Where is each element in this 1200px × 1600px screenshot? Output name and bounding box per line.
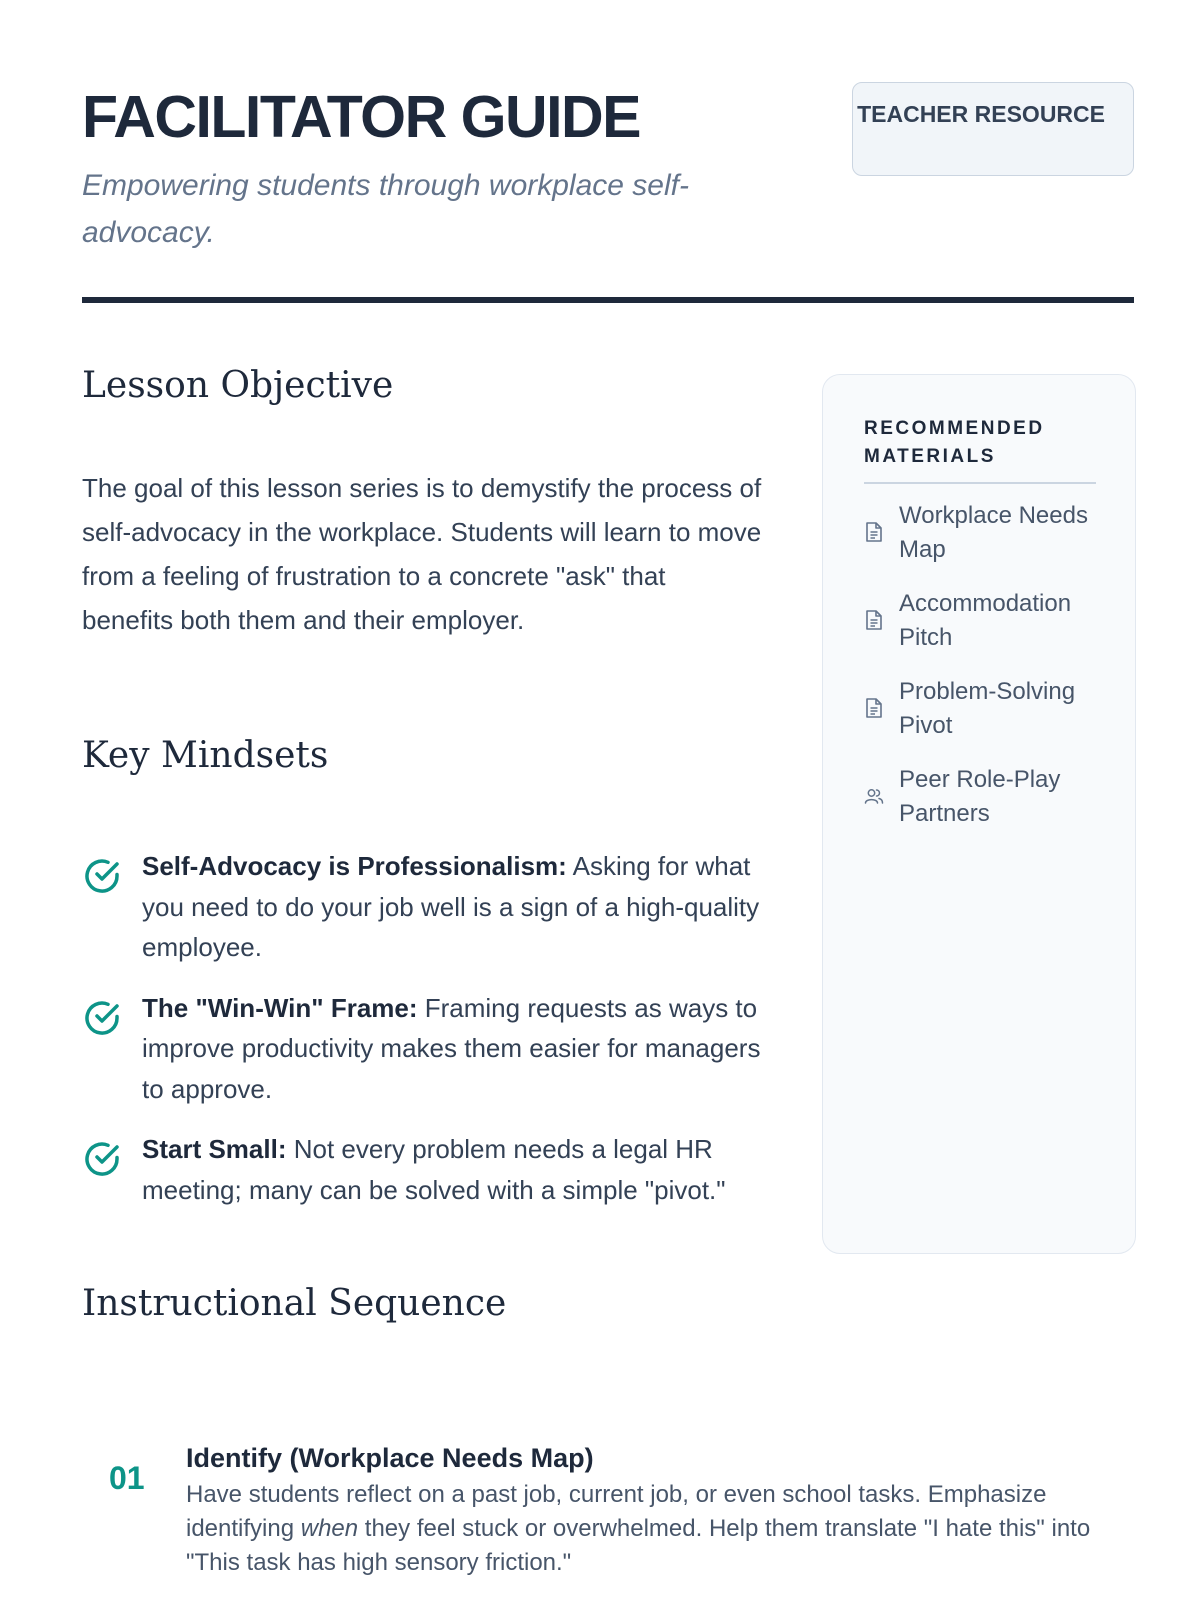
document-icon: [864, 609, 884, 631]
page-header: [82, 82, 1134, 304]
check-circle-icon: [82, 1139, 122, 1179]
step-desc-emphasis: when: [300, 1515, 359, 1542]
mindset-item: [82, 846, 772, 968]
material-accommodation-pitch[interactable]: [864, 587, 1104, 675]
mindset-text: Framing requests as ways to improve productivity makes them easier for managers to approve.: [142, 992, 761, 1104]
material-label: Accommodation Pitch: [899, 590, 1072, 651]
lesson-objective-heading: Lesson Objective: [82, 365, 394, 406]
mindset-title: The "Win-Win" Frame:: [142, 992, 418, 1023]
mindset-text: Not every problem needs a legal HR meeting; many can be solved with a simple "pivot.": [142, 1134, 726, 1205]
mindset-title: Start Small:: [142, 1134, 287, 1164]
key-mindsets-heading: Key Mindsets: [82, 735, 329, 776]
page-subtitle: Empowering students through workplace self-advocacy.: [82, 169, 689, 249]
material-workplace-needs-map[interactable]: [864, 499, 1104, 587]
check-circle-icon: [82, 856, 122, 896]
document-icon: [864, 521, 884, 543]
mindset-item: [82, 1129, 772, 1210]
materials-list: [864, 499, 1104, 851]
step-description: [186, 1478, 1106, 1580]
lesson-objective-text: The goal of this lesson series is to demystify the process of self-advocacy in the workplace. Students will learn to move from a feeling of frustration to a concrete "ask" that benefits both them and their employer.: [82, 473, 762, 635]
mindset-item: [82, 988, 772, 1110]
check-circle-icon: [82, 998, 122, 1038]
material-problem-solving-pivot[interactable]: [864, 675, 1104, 763]
step-title: Identify (Workplace Needs Map): [186, 1443, 594, 1473]
page-title: FACILITATOR GUIDE: [82, 84, 640, 150]
materials-heading: RECOMMENDED MATERIALS: [864, 418, 1045, 467]
mindset-text: Asking for what you need to do your job well is a sign of a high-quality employee.: [142, 851, 760, 962]
materials-sidebar: [822, 374, 1136, 1254]
users-icon: [864, 785, 884, 807]
material-label: Workplace Needs Map: [899, 502, 1088, 563]
material-peer-role-play-partners[interactable]: [864, 763, 1104, 851]
mindsets-list: [82, 846, 772, 1230]
material-label: Problem-Solving Pivot: [899, 678, 1076, 739]
instructional-sequence-heading: Instructional Sequence: [82, 1283, 507, 1324]
step-number: 01: [109, 1460, 145, 1496]
header-divider: [82, 297, 1134, 303]
teacher-resource-badge: TEACHER RESOURCE: [852, 82, 1134, 176]
document-icon: [864, 697, 884, 719]
step-desc-part: Have students reflect on a past job, current job, or even school tasks. Emphasize identifying: [186, 1481, 1047, 1542]
step-desc-part: they feel stuck or overwhelmed. Help them translate "I hate this" into "This task has high sensory friction.": [186, 1515, 1091, 1576]
materials-divider: [864, 482, 1096, 484]
mindset-title: Self-Advocacy is Professionalism:: [142, 851, 567, 881]
material-label: Peer Role-Play Partners: [899, 766, 1061, 827]
